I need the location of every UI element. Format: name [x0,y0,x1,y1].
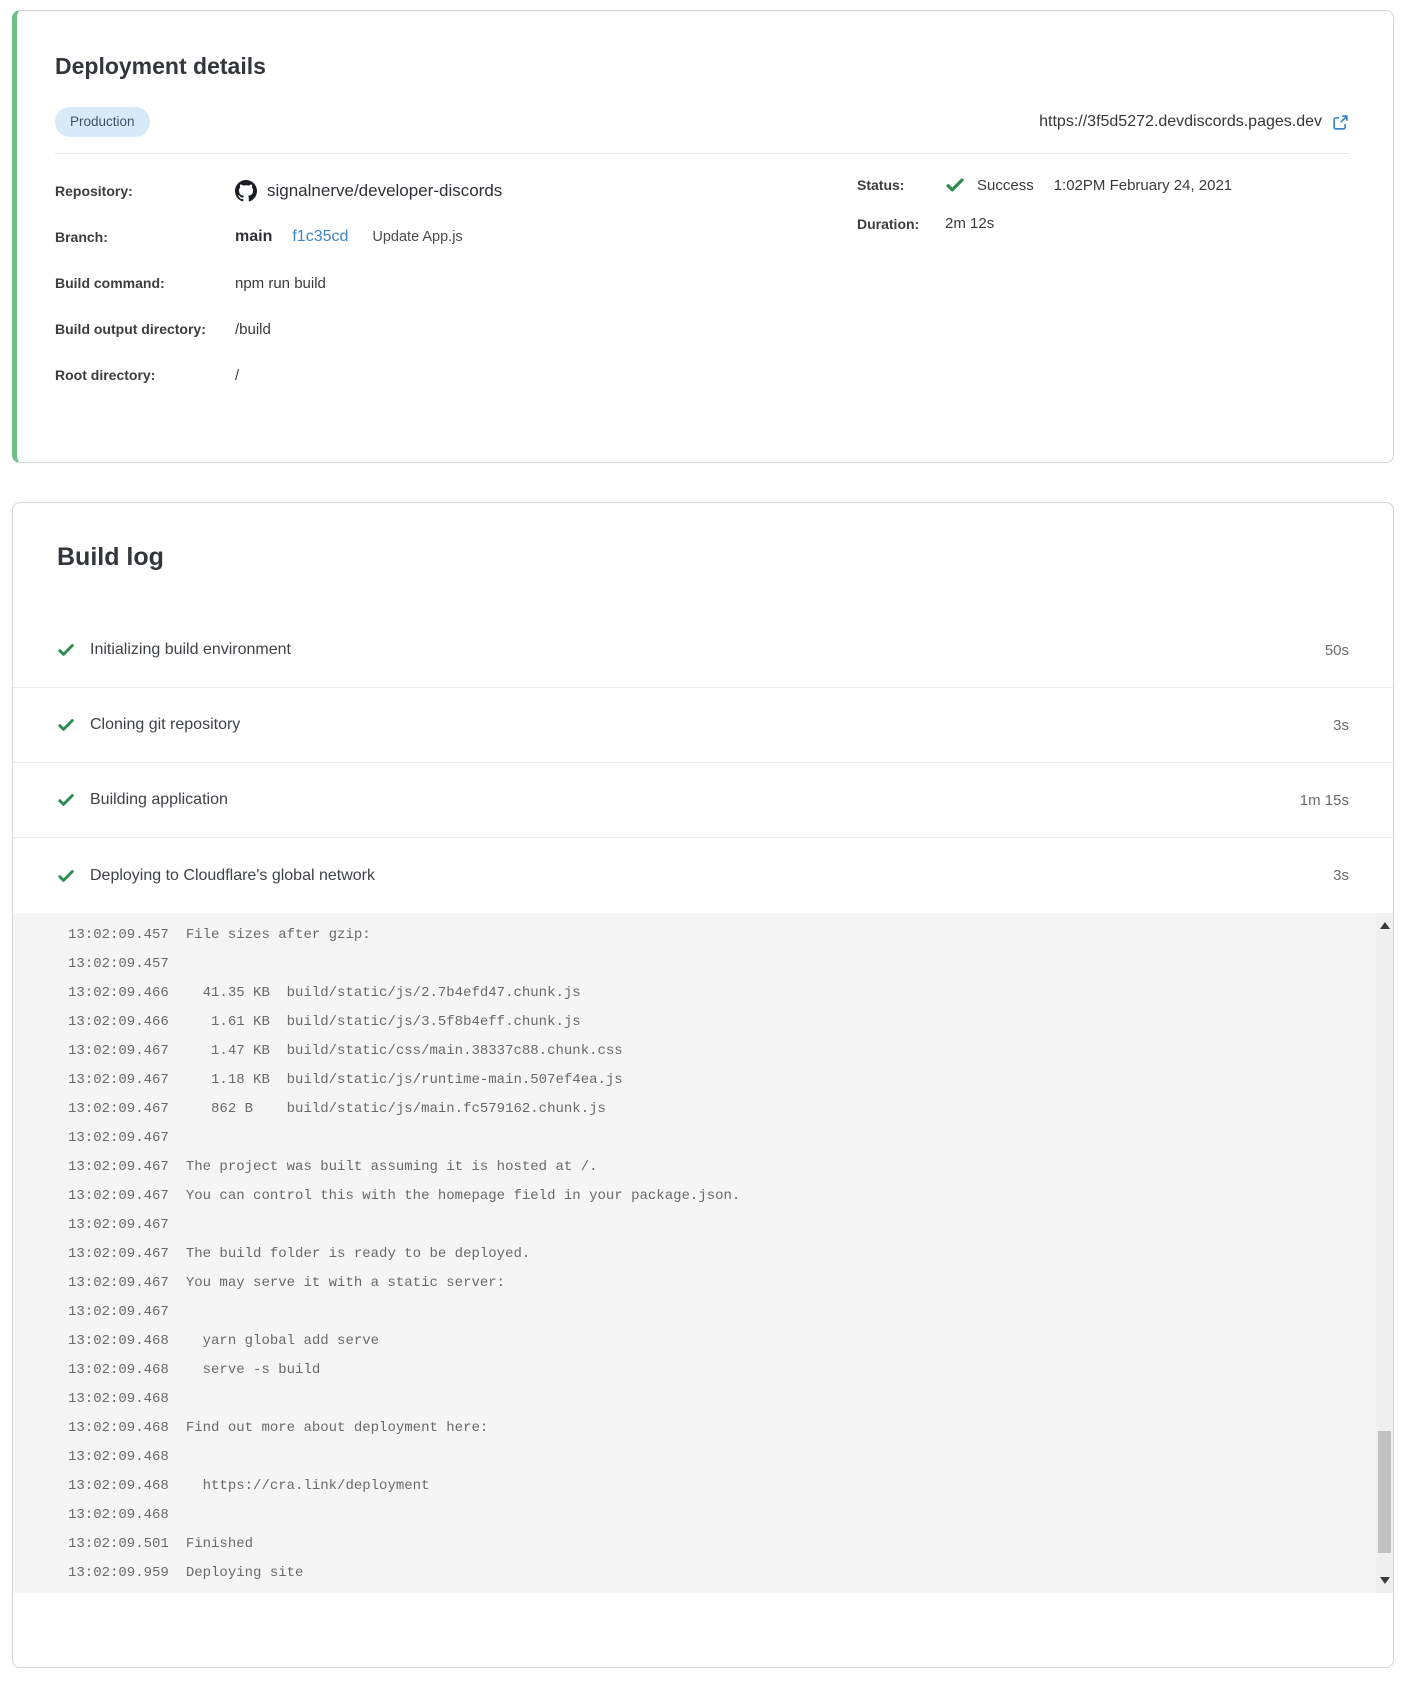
build-command-label: Build command: [55,275,165,291]
log-message: 862 B build/static/js/main.fc579162.chunk.js [185,1101,606,1117]
log-timestamp: 13:02:09.467 [68,1304,169,1320]
log-timestamp: 13:02:09.467 [68,1072,169,1088]
log-line [68,1066,1363,1095]
deployment-details-title: Deployment details [55,53,266,79]
log-line [68,1443,1363,1472]
log-timestamp: 13:02:09.468 [68,1507,169,1523]
repository-value [235,180,502,202]
log-line [68,1269,1363,1298]
log-timestamp: 13:02:09.468 [68,1449,169,1465]
log-line [68,1472,1363,1501]
log-message: Find out more about deployment here: [185,1420,489,1436]
log-message: The build folder is ready to be deployed. [185,1246,531,1262]
status-text: Success [977,176,1034,194]
step-label: Building application [90,791,228,808]
log-timestamp: 13:02:09.468 [68,1391,169,1407]
log-line [68,1298,1363,1327]
log-lines [68,921,1363,1588]
log-line [68,979,1363,1008]
log-line [68,1414,1363,1443]
log-line [68,1356,1363,1385]
step-duration: 50s [1324,641,1349,659]
divider [55,153,1349,154]
triangle-down-icon [1380,1577,1390,1584]
status-label: Status: [857,177,905,193]
log-line [68,1182,1363,1211]
log-line [68,1211,1363,1240]
log-line [68,1385,1363,1414]
build-output-directory-row [55,306,1349,352]
root-directory-value: / [235,366,240,384]
build-output-directory-value: /build [235,320,271,338]
build-step-cloning[interactable] [13,688,1393,763]
log-line [68,1124,1363,1153]
log-timestamp: 13:02:09.457 [68,956,169,972]
duration-value: 2m 12s [945,215,995,232]
log-line [68,1327,1363,1356]
root-directory-row [55,352,1349,398]
build-step-deploying[interactable] [13,838,1393,913]
check-icon [945,175,965,195]
check-icon [57,641,75,659]
log-message: serve -s build [185,1362,321,1378]
log-line [68,950,1363,979]
log-line [68,1559,1363,1588]
log-timestamp: 13:02:09.467 [68,1043,169,1059]
github-icon [235,180,257,202]
repository-label: Repository: [55,183,133,199]
log-line [68,1530,1363,1559]
branch-label: Branch: [55,229,108,245]
log-message: Finished [185,1536,254,1552]
deployment-url-link[interactable]: https://3f5d5272.devdiscords.pages.dev [1039,113,1322,130]
log-line [68,1037,1363,1066]
build-step-building[interactable] [13,763,1393,838]
step-label: Initializing build environment [90,641,291,658]
status-value [945,175,1232,195]
step-duration: 3s [1333,867,1349,884]
log-timestamp: 13:02:09.457 [68,927,169,943]
log-message: You may serve it with a static server: [185,1275,506,1291]
scrollbar-thumb[interactable] [1378,1431,1391,1553]
log-timestamp: 13:02:09.466 [68,1014,169,1030]
log-timestamp: 13:02:09.501 [68,1536,169,1552]
log-message: You can control this with the homepage field in your package.json. [185,1188,741,1204]
build-command-row [55,260,1349,306]
status-timestamp: 1:02PM February 24, 2021 [1053,176,1233,194]
log-line [68,1095,1363,1124]
check-icon [57,791,75,809]
log-timestamp: 13:02:09.468 [68,1420,169,1436]
log-message: yarn global add serve [185,1333,380,1349]
build-log-console[interactable] [13,913,1393,1593]
triangle-up-icon [1380,922,1390,929]
log-line [68,1240,1363,1269]
log-timestamp: 13:02:09.468 [68,1362,169,1378]
log-timestamp: 13:02:09.468 [68,1333,169,1349]
build-command-value: npm run build [235,274,326,292]
log-timestamp: 13:02:09.467 [68,1246,169,1262]
external-link-icon[interactable] [1332,114,1349,131]
log-scrollbar[interactable] [1376,913,1393,1593]
log-line [68,1153,1363,1182]
scrollbar-up-arrow[interactable] [1376,917,1393,934]
log-message: 41.35 KB build/static/js/2.7b4efd47.chunk.js [185,985,581,1001]
scrollbar-down-arrow[interactable] [1376,1572,1393,1589]
log-timestamp: 13:02:09.467 [68,1130,169,1146]
step-label: Cloning git repository [90,716,241,733]
repository-name: signalnerve/developer-discords [267,181,503,200]
environment-badge: Production [55,107,150,137]
build-output-directory-label: Build output directory: [55,321,206,337]
log-line [68,921,1363,950]
log-timestamp: 13:02:09.467 [68,1217,169,1233]
log-timestamp: 13:02:09.468 [68,1478,169,1494]
step-duration: 3s [1333,716,1349,734]
log-line [68,1501,1363,1530]
root-directory-label: Root directory: [55,367,156,383]
log-message: Deploying site [185,1565,304,1581]
duration-label: Duration: [857,215,920,232]
check-icon [57,716,75,734]
log-timestamp: 13:02:09.466 [68,985,169,1001]
deployment-url-wrap [1039,113,1349,131]
log-timestamp: 13:02:09.467 [68,1188,169,1204]
build-log-title: Build log [57,543,164,571]
log-timestamp: 13:02:09.467 [68,1275,169,1291]
log-message: https://cra.link/deployment [185,1478,430,1494]
log-timestamp: 13:02:09.467 [68,1101,169,1117]
log-line [68,1008,1363,1037]
log-message: 1.47 KB build/static/css/main.38337c88.chunk.css [185,1043,623,1059]
log-message: The project was built assuming it is hosted at /. [185,1159,598,1175]
log-timestamp: 13:02:09.959 [68,1565,169,1581]
log-message: 1.61 KB build/static/js/3.5f8b4eff.chunk.js [185,1014,581,1030]
build-steps [13,613,1393,913]
log-timestamp: 13:02:09.467 [68,1159,169,1175]
branch-name: main [235,228,273,245]
commit-message: Update App.js [372,229,463,245]
badge-row [55,103,1349,141]
build-log-card [12,502,1394,1668]
status-block [857,175,1232,232]
check-icon [57,867,75,885]
log-message: 1.18 KB build/static/js/runtime-main.507ef4ea.js [185,1072,623,1088]
build-step-initializing[interactable] [13,613,1393,688]
step-duration: 1m 15s [1299,791,1349,809]
deployment-details-card [12,10,1394,463]
commit-hash-link[interactable]: f1c35cd [292,228,349,245]
step-label: Deploying to Cloudflare's global network [90,866,375,884]
log-message: File sizes after gzip: [185,927,371,943]
